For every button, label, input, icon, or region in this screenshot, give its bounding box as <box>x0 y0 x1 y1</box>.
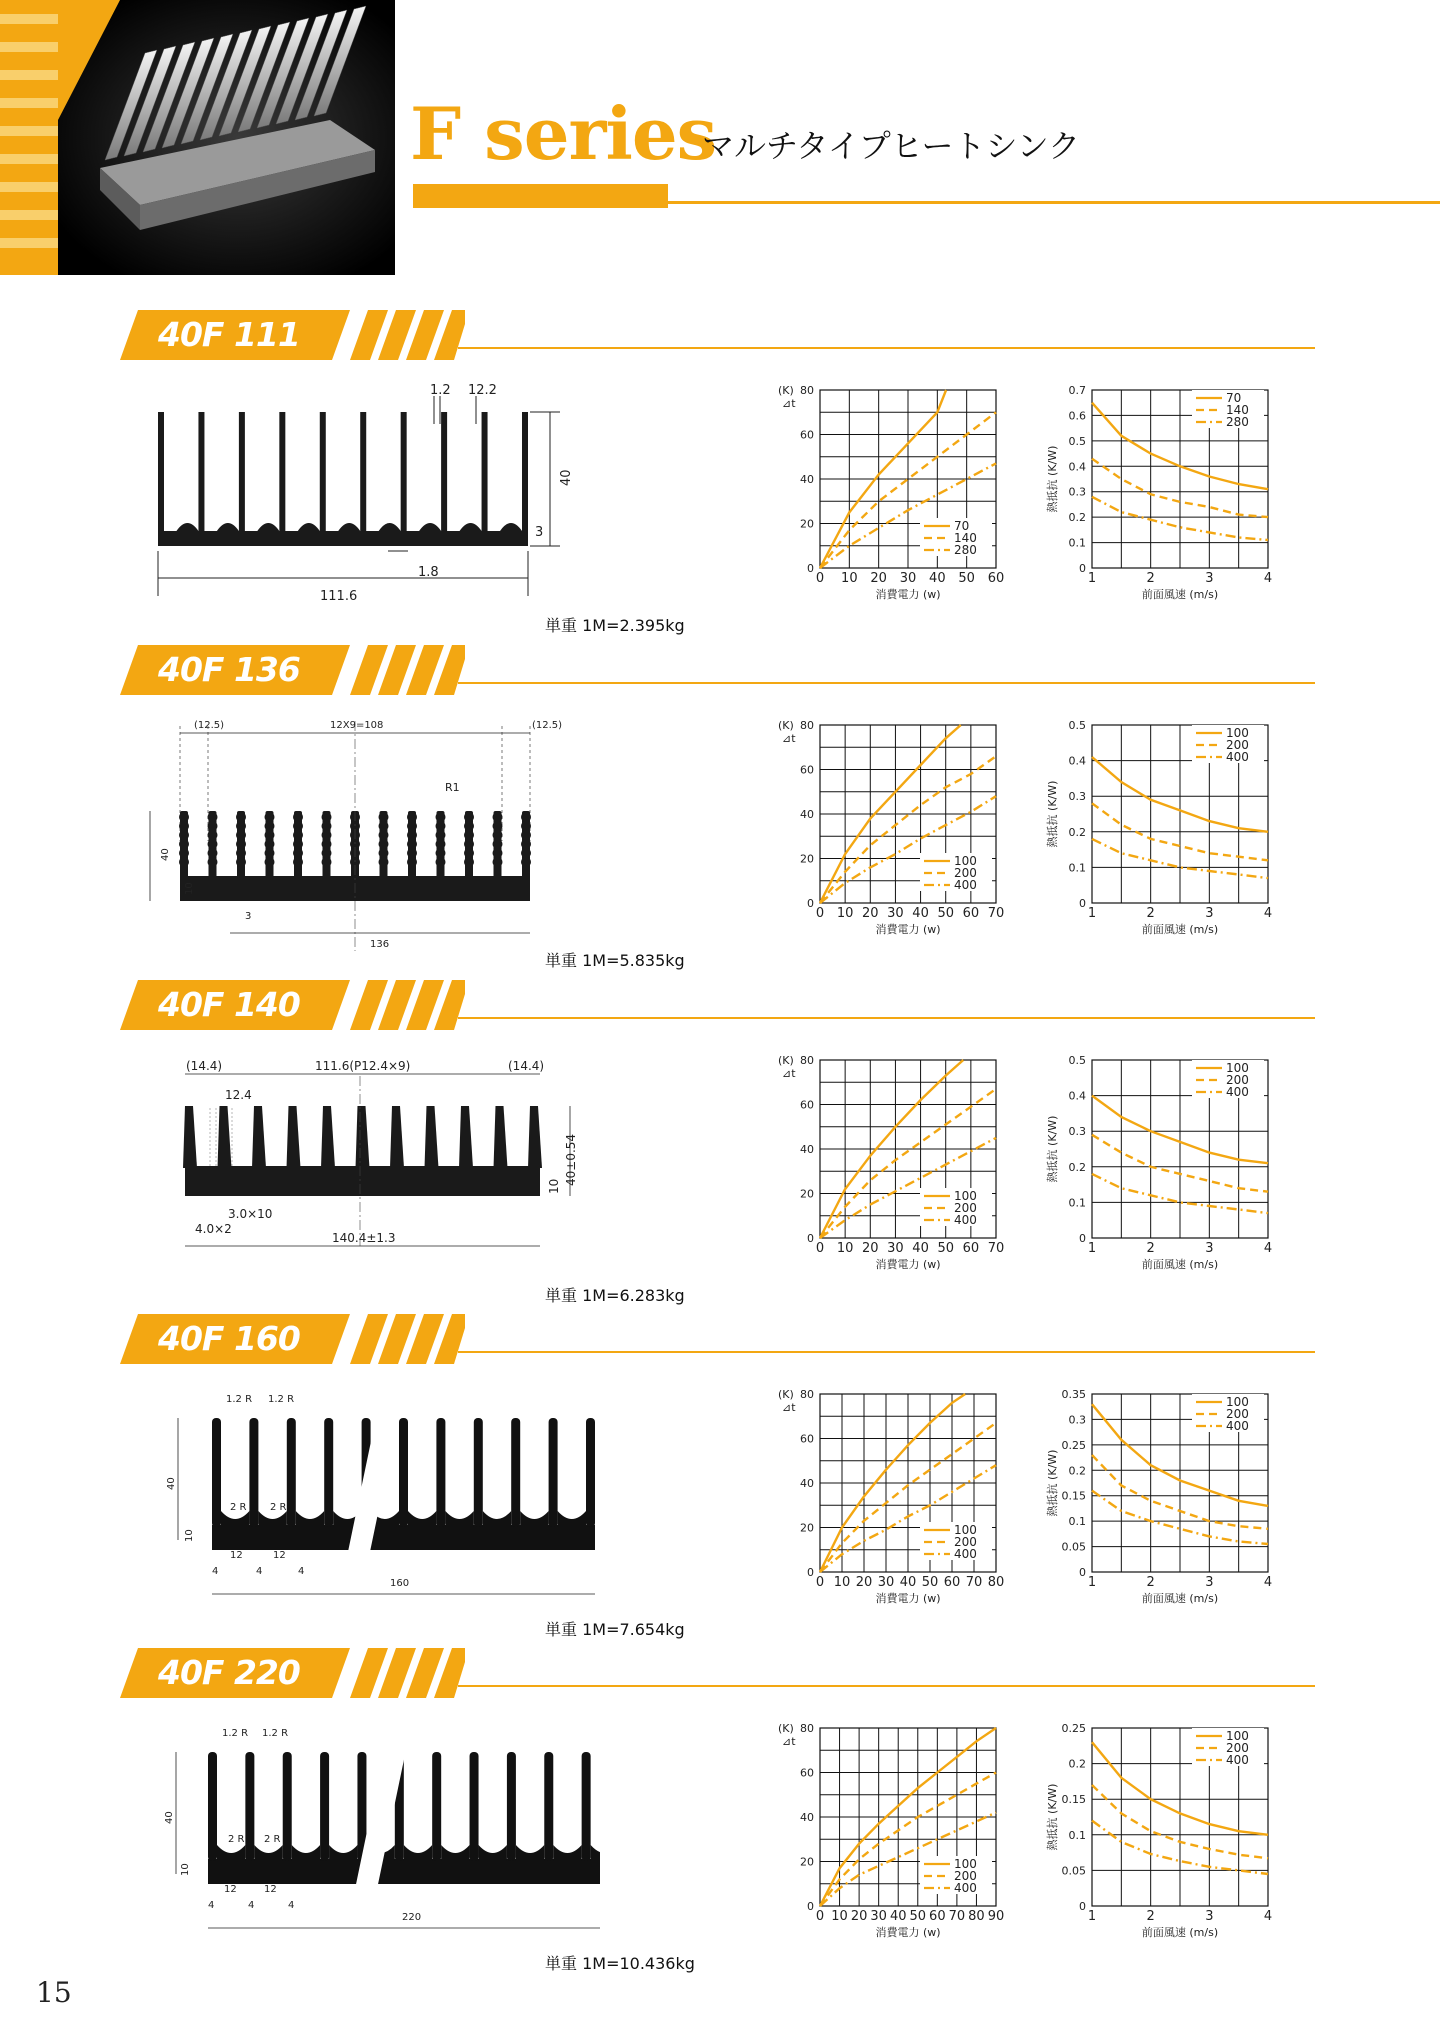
model-name: 40F 111 <box>158 315 300 354</box>
x-tick-label: 60 <box>962 906 980 921</box>
section-rule <box>458 1017 1315 1019</box>
legend-label: 200 <box>954 866 977 880</box>
x-tick-label: 2 <box>1146 1241 1155 1256</box>
y-tick-label: 40 <box>800 473 814 486</box>
product-section-40f111 <box>0 310 1440 644</box>
chart-legend <box>920 853 992 892</box>
y-tick-label: 0.3 <box>1068 1413 1086 1427</box>
y-tick-label: 0.1 <box>1068 1828 1086 1842</box>
x-axis-label: 前面風速 (m/s) <box>1141 588 1219 601</box>
y-tick-label: 0.1 <box>1068 536 1086 550</box>
unit-weight: 単重 1M=2.395kg <box>545 616 685 635</box>
x-tick-label: 80 <box>968 1909 985 1924</box>
dim-label: 4 <box>298 1566 305 1577</box>
dim-label: (12.5) <box>194 720 225 731</box>
y-tick-label: 20 <box>800 1187 814 1201</box>
page-number: 15 <box>36 1976 72 2009</box>
dim-label: 10 <box>180 1863 191 1876</box>
y-tick-label: 0.5 <box>1068 434 1086 448</box>
x-tick-label: 20 <box>870 571 887 586</box>
x-tick-label: 0 <box>815 1909 825 1924</box>
y-tick-label: 0.6 <box>1068 409 1086 423</box>
y-tick-label: 0.2 <box>1068 1464 1086 1478</box>
x-tick-label: 20 <box>855 1575 873 1590</box>
x-tick-label: 1 <box>1087 1241 1097 1256</box>
chart-legend <box>920 1856 992 1895</box>
x-tick-label: 10 <box>836 906 854 921</box>
dim-label: 160 <box>390 1578 410 1589</box>
heatsink-profile-shape <box>212 1414 595 1558</box>
x-tick-label: 4 <box>1263 1909 1273 1924</box>
x-tick-label: 10 <box>841 571 858 586</box>
heatsink-profile-shape <box>158 412 528 546</box>
dim-label: 1.2 R <box>222 1728 249 1739</box>
dim-label: (14.4) <box>186 1059 223 1073</box>
y-tick-label: 40 <box>800 1143 814 1156</box>
x-tick-label: 40 <box>912 906 929 921</box>
y-tick-label: 0.25 <box>1061 1438 1086 1452</box>
heatsink-profile-drawing <box>140 1046 600 1286</box>
dim-label: 1.2 R <box>268 1394 295 1405</box>
y-tick-label: 0 <box>1079 1232 1086 1245</box>
y-tick-label: 0 <box>807 1900 814 1913</box>
thermal-resistance-chart <box>1040 711 1280 941</box>
chart-legend <box>920 518 992 557</box>
y-tick-label: 40 <box>800 1811 814 1824</box>
dim-label: (12.5) <box>532 720 563 731</box>
legend-label: 100 <box>954 854 977 868</box>
y-tick-label: 0.5 <box>1068 1054 1086 1067</box>
section-rule <box>458 682 1315 684</box>
x-tick-label: 30 <box>899 571 917 586</box>
heatsink-profile-shape <box>183 1106 542 1196</box>
x-tick-label: 4 <box>1263 1241 1273 1256</box>
legend-label: 400 <box>954 1547 977 1561</box>
x-axis-label: 前面風速 (m/s) <box>1141 1592 1219 1605</box>
y-tick-label: 0 <box>1079 562 1086 575</box>
section-rule <box>458 1351 1315 1353</box>
chart-legend <box>1192 1060 1264 1099</box>
legend-label: 200 <box>1226 1073 1249 1087</box>
x-tick-label: 1 <box>1087 1575 1097 1590</box>
x-axis-label: 前面風速 (m/s) <box>1141 923 1219 936</box>
legend-label: 400 <box>954 1881 977 1895</box>
y-axis-label: ⊿t <box>782 732 796 745</box>
x-tick-label: 1 <box>1087 906 1097 921</box>
dim-label: 40 <box>559 469 574 486</box>
chart-legend <box>920 1188 992 1227</box>
dim-label: 40±0.54 <box>564 1133 578 1186</box>
y-tick-label: 0 <box>1079 897 1086 910</box>
x-tick-label: 2 <box>1146 1909 1155 1924</box>
dim-label: 3.0×10 <box>228 1207 273 1221</box>
dim-label: 2 R <box>264 1834 281 1845</box>
x-tick-label: 30 <box>887 1241 904 1256</box>
unit-weight: 単重 1M=6.283kg <box>545 1286 685 1305</box>
x-tick-label: 3 <box>1205 571 1214 586</box>
dim-label: 1.2 R <box>226 1394 253 1405</box>
legend-label: 100 <box>1226 1395 1249 1409</box>
x-tick-label: 30 <box>870 1909 887 1924</box>
x-tick-label: 60 <box>929 1909 946 1924</box>
legend-label: 100 <box>954 1189 977 1203</box>
legend-label: 70 <box>1226 391 1242 405</box>
x-tick-label: 40 <box>899 1575 917 1590</box>
legend-label: 200 <box>954 1535 977 1549</box>
y-axis-label: (K) <box>778 719 794 732</box>
dim-label: 12.2 <box>468 383 497 398</box>
product-section-40f160 <box>0 1314 1440 1648</box>
series-title: F series <box>410 91 717 176</box>
dim-label: 4 <box>212 1566 219 1577</box>
x-tick-label: 70 <box>987 906 1005 921</box>
y-tick-label: 0.1 <box>1068 861 1086 875</box>
y-axis-label: ⊿t <box>782 1067 796 1080</box>
legend-label: 400 <box>1226 1085 1249 1099</box>
dim-label: 12 <box>273 1550 286 1561</box>
y-tick-label: 0 <box>807 562 814 575</box>
y-tick-label: 0 <box>807 1232 814 1245</box>
product-section-40f220 <box>0 1648 1440 1982</box>
legend-label: 400 <box>1226 1419 1249 1433</box>
y-tick-label: 0.05 <box>1061 1540 1086 1554</box>
product-section-40f140 <box>0 980 1440 1314</box>
x-tick-label: 1 <box>1087 1909 1097 1924</box>
y-tick-label: 60 <box>800 428 814 442</box>
y-tick-label: 0.1 <box>1068 1515 1086 1529</box>
y-tick-label: 0.15 <box>1061 1489 1086 1503</box>
dim-label: 140.4±1.3 <box>332 1231 396 1245</box>
chart-legend <box>920 1522 992 1561</box>
y-axis-label: 熱抵抗 (K/W) <box>1046 1783 1059 1851</box>
legend-label: 200 <box>1226 1407 1249 1421</box>
dim-label: 4 <box>256 1566 263 1577</box>
y-tick-label: 0.7 <box>1068 384 1086 397</box>
unit-weight: 単重 1M=10.436kg <box>545 1954 695 1973</box>
legend-label: 200 <box>954 1201 977 1215</box>
y-tick-label: 80 <box>800 1054 814 1067</box>
dim-label: 3 <box>245 911 252 922</box>
chart-legend <box>1192 390 1264 429</box>
y-tick-label: 0.35 <box>1061 1388 1086 1401</box>
x-tick-label: 70 <box>965 1575 983 1590</box>
y-tick-label: 40 <box>800 1477 814 1490</box>
dim-label: 1.8 <box>418 565 439 580</box>
dim-label: 12 <box>264 1884 277 1895</box>
y-tick-label: 60 <box>800 1766 814 1780</box>
thermal-resistance-chart <box>1040 1046 1280 1276</box>
y-tick-label: 0.05 <box>1061 1864 1086 1878</box>
y-tick-label: 0.3 <box>1068 1125 1086 1139</box>
product-section-40f136 <box>0 645 1440 979</box>
y-tick-label: 20 <box>800 517 814 531</box>
y-tick-label: 20 <box>800 1855 814 1869</box>
y-tick-label: 60 <box>800 763 814 777</box>
y-axis-label: 熱抵抗 (K/W) <box>1046 445 1059 513</box>
x-tick-label: 2 <box>1146 1575 1155 1590</box>
y-axis-label: ⊿t <box>782 1735 796 1748</box>
heatsink-profile-drawing <box>140 711 600 951</box>
x-tick-label: 30 <box>877 1575 895 1590</box>
x-axis-label: 前面風速 (m/s) <box>1141 1926 1219 1939</box>
heatsink-profile-drawing <box>140 376 600 616</box>
x-tick-label: 50 <box>937 1241 954 1256</box>
x-tick-label: 4 <box>1263 906 1273 921</box>
legend-label: 200 <box>954 1869 977 1883</box>
x-tick-label: 0 <box>815 571 825 586</box>
dim-label: 12 <box>224 1884 237 1895</box>
x-tick-label: 60 <box>943 1575 961 1590</box>
thermal-resistance-chart <box>1040 376 1280 606</box>
x-tick-label: 3 <box>1205 1909 1214 1924</box>
x-axis-label: 前面風速 (m/s) <box>1141 1258 1219 1271</box>
dim-label: 12.4 <box>225 1088 252 1102</box>
x-tick-label: 10 <box>836 1241 854 1256</box>
x-tick-label: 30 <box>887 906 904 921</box>
dim-label: 2 R <box>230 1502 247 1513</box>
temperature-rise-chart <box>768 1714 1008 1944</box>
y-tick-label: 20 <box>800 1521 814 1535</box>
dim-label: R1 <box>445 781 460 794</box>
x-tick-label: 4 <box>1263 1575 1273 1590</box>
y-tick-label: 0.5 <box>1068 719 1086 732</box>
dim-label: 220 <box>402 1912 422 1923</box>
y-tick-label: 0 <box>1079 1900 1086 1913</box>
legend-label: 70 <box>954 519 970 533</box>
dim-label: 2 R <box>228 1834 245 1845</box>
x-tick-label: 80 <box>987 1575 1005 1590</box>
temperature-rise-chart <box>768 711 1008 941</box>
legend-label: 280 <box>954 543 977 557</box>
x-tick-label: 70 <box>987 1241 1005 1256</box>
title-accent-bar <box>413 184 668 208</box>
legend-label: 400 <box>1226 750 1249 764</box>
x-tick-label: 10 <box>833 1575 851 1590</box>
dim-label: 2 R <box>270 1502 287 1513</box>
dim-label: 1.2 <box>430 383 451 398</box>
legend-label: 140 <box>1226 403 1249 417</box>
x-axis-label: 消費電力 (w) <box>875 1592 941 1605</box>
dim-label: 3 <box>535 525 544 540</box>
x-tick-label: 40 <box>889 1909 907 1924</box>
y-axis-label: 熱抵抗 (K/W) <box>1046 780 1059 848</box>
model-name: 40F 136 <box>158 650 300 689</box>
x-tick-label: 2 <box>1146 571 1155 586</box>
y-tick-label: 0.1 <box>1068 1196 1086 1210</box>
y-tick-label: 80 <box>800 1388 814 1401</box>
x-tick-label: 3 <box>1205 906 1214 921</box>
temperature-rise-chart <box>768 1380 1008 1610</box>
legend-label: 400 <box>954 1213 977 1227</box>
dim-label: (14.4) <box>508 1059 545 1073</box>
dim-label: 10 <box>547 1178 561 1194</box>
x-tick-label: 2 <box>1146 906 1155 921</box>
temperature-rise-chart <box>768 1046 1008 1276</box>
y-tick-label: 80 <box>800 384 814 397</box>
dim-label: 111.6(P12.4×9) <box>315 1059 411 1073</box>
x-tick-label: 90 <box>987 1909 1005 1924</box>
y-tick-label: 0.4 <box>1068 460 1086 474</box>
thermal-resistance-chart <box>1040 1380 1280 1610</box>
x-tick-label: 60 <box>987 571 1005 586</box>
dim-label: 4 <box>248 1900 255 1911</box>
y-axis-label: (K) <box>778 1722 794 1735</box>
x-tick-label: 50 <box>909 1909 927 1924</box>
dim-label: 40 <box>164 1811 175 1824</box>
x-tick-label: 0 <box>815 1241 825 1256</box>
x-tick-label: 50 <box>958 571 975 586</box>
x-tick-label: 1 <box>1087 571 1097 586</box>
x-tick-label: 60 <box>962 1241 980 1256</box>
unit-weight: 単重 1M=7.654kg <box>545 1620 685 1639</box>
y-tick-label: 0.3 <box>1068 485 1086 499</box>
unit-weight: 単重 1M=5.835kg <box>545 951 685 970</box>
y-axis-label: (K) <box>778 1388 794 1401</box>
y-axis-label: ⊿t <box>782 397 796 410</box>
y-tick-label: 80 <box>800 1722 814 1735</box>
legend-label: 100 <box>1226 1061 1249 1075</box>
y-tick-label: 0 <box>807 1566 814 1579</box>
heatsink-profile-drawing <box>140 1380 600 1620</box>
x-tick-label: 10 <box>831 1909 848 1924</box>
dim-label: 136 <box>370 939 390 950</box>
dim-label: 4 <box>288 1900 295 1911</box>
chart-legend <box>1192 1394 1264 1433</box>
y-tick-label: 20 <box>800 852 814 866</box>
series-subtitle: マルチタイプヒートシンク <box>702 127 1081 165</box>
y-tick-label: 80 <box>800 719 814 732</box>
dim-label: 40 <box>166 1477 177 1490</box>
x-tick-label: 40 <box>912 1241 929 1256</box>
y-axis-label: (K) <box>778 384 794 397</box>
heatsink-profile-shape <box>208 1748 600 1892</box>
legend-label: 400 <box>1226 1753 1249 1767</box>
heatsink-product-photo <box>0 0 395 275</box>
dim-label: 40 <box>160 848 171 861</box>
legend-label: 100 <box>954 1523 977 1537</box>
y-tick-label: 0.4 <box>1068 1089 1086 1103</box>
section-rule <box>458 1685 1315 1687</box>
y-tick-label: 0.3 <box>1068 790 1086 804</box>
x-tick-label: 3 <box>1205 1575 1214 1590</box>
dim-label: 12X9=108 <box>330 720 384 731</box>
model-name: 40F 220 <box>158 1653 300 1692</box>
x-tick-label: 20 <box>862 1241 879 1256</box>
y-tick-label: 60 <box>800 1098 814 1112</box>
model-name: 40F 140 <box>158 985 300 1024</box>
y-tick-label: 60 <box>800 1432 814 1446</box>
x-axis-label: 消費電力 (w) <box>875 588 941 601</box>
dim-label: 4.0×2 <box>195 1222 232 1236</box>
x-tick-label: 0 <box>815 1575 825 1590</box>
y-tick-label: 0.4 <box>1068 754 1086 768</box>
x-tick-label: 40 <box>929 571 946 586</box>
y-axis-label: 熱抵抗 (K/W) <box>1046 1449 1059 1517</box>
y-tick-label: 0 <box>1079 1566 1086 1579</box>
y-axis-label: 熱抵抗 (K/W) <box>1046 1115 1059 1183</box>
title-rule <box>668 201 1440 204</box>
dim-label: 1.2 R <box>262 1728 289 1739</box>
y-tick-label: 0.2 <box>1068 1160 1086 1174</box>
x-tick-label: 50 <box>937 906 954 921</box>
x-tick-label: 4 <box>1263 571 1273 586</box>
x-tick-label: 0 <box>815 906 825 921</box>
x-tick-label: 70 <box>948 1909 966 1924</box>
y-tick-label: 0 <box>807 897 814 910</box>
chart-legend <box>1192 1728 1264 1767</box>
x-axis-label: 消費電力 (w) <box>875 1926 941 1939</box>
legend-label: 200 <box>1226 738 1249 752</box>
model-name: 40F 160 <box>158 1319 300 1358</box>
x-tick-label: 20 <box>850 1909 868 1924</box>
y-tick-label: 40 <box>800 808 814 821</box>
section-rule <box>458 347 1315 349</box>
dim-label: 10 <box>184 1529 195 1542</box>
y-tick-label: 0.25 <box>1061 1722 1086 1735</box>
thermal-resistance-chart <box>1040 1714 1280 1944</box>
x-tick-label: 20 <box>862 906 879 921</box>
y-axis-label: (K) <box>778 1054 794 1067</box>
legend-label: 100 <box>1226 1729 1249 1743</box>
x-axis-label: 消費電力 (w) <box>875 923 941 936</box>
dim-label: 111.6 <box>320 589 358 604</box>
legend-label: 280 <box>1226 415 1249 429</box>
y-tick-label: 0.2 <box>1068 825 1086 839</box>
y-tick-label: 0.2 <box>1068 1757 1086 1771</box>
temperature-rise-chart <box>768 376 1008 606</box>
legend-label: 100 <box>1226 726 1249 740</box>
dim-label: 12 <box>230 1550 243 1561</box>
heatsink-profile-drawing <box>140 1714 600 1954</box>
dim-label: 4 <box>208 1900 215 1911</box>
chart-legend <box>1192 725 1264 764</box>
x-tick-label: 3 <box>1205 1241 1214 1256</box>
y-tick-label: 0.2 <box>1068 511 1086 525</box>
y-axis-label: ⊿t <box>782 1401 796 1414</box>
dim-label: 10 <box>184 882 195 895</box>
legend-label: 400 <box>954 878 977 892</box>
x-axis-label: 消費電力 (w) <box>875 1258 941 1271</box>
legend-label: 140 <box>954 531 977 545</box>
y-tick-label: 0.15 <box>1061 1793 1086 1807</box>
legend-label: 100 <box>954 1857 977 1871</box>
legend-label: 200 <box>1226 1741 1249 1755</box>
x-tick-label: 50 <box>921 1575 939 1590</box>
